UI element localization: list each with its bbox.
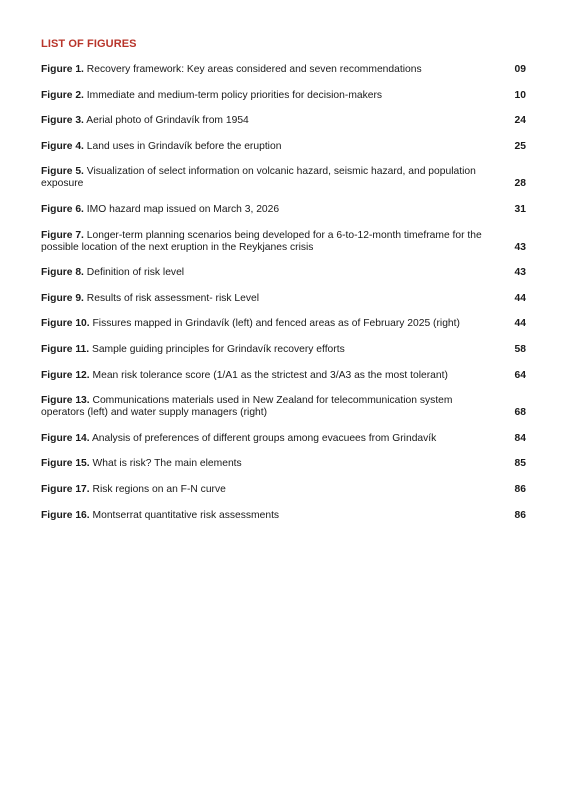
figure-label: Figure 10. — [41, 318, 90, 330]
figure-list — [41, 64, 526, 535]
figure-label: Figure 3. — [41, 115, 84, 127]
figure-entry[interactable] — [41, 433, 526, 445]
figure-page-number: 85 — [514, 458, 526, 470]
figure-title: Sample guiding principles for Grindavík recovery efforts — [91, 343, 345, 355]
figure-page-number: 84 — [514, 432, 526, 444]
figure-label: Figure 11. — [41, 343, 90, 355]
figure-page-number: 28 — [514, 178, 526, 190]
figure-label: Figure 1. — [41, 64, 84, 75]
figure-page-number: 43 — [514, 267, 526, 279]
figure-label: Figure 13. — [41, 395, 90, 407]
figure-entry[interactable] — [41, 510, 526, 522]
figure-entry[interactable] — [41, 64, 526, 76]
figure-label: Figure 9. — [41, 292, 84, 304]
figure-page-number: 44 — [514, 292, 526, 304]
figure-title: Immediate and medium-term policy priorities for decision-makers — [86, 89, 383, 101]
figure-entry[interactable] — [41, 458, 526, 470]
figure-label: Figure 17. — [41, 483, 90, 495]
figure-title: Communications materials used in New Zealand for telecommunication system operators (left) and water supply managers (right) — [41, 395, 453, 419]
figure-title: Mean risk tolerance score (1/A1 as the strictest and 3/A3 as the most tolerant) — [92, 369, 448, 381]
figure-page-number: 43 — [514, 241, 526, 253]
figure-page-number: 25 — [514, 140, 526, 152]
figure-title: Longer-term planning scenarios being developed for a 6-to-12-month timeframe for the possible location of the next eruption in the Reykjanes crisis — [41, 229, 482, 253]
figure-page-number: 64 — [514, 369, 526, 381]
figure-title: Results of risk assessment- risk Level — [86, 292, 260, 304]
figure-entry[interactable] — [41, 484, 526, 496]
figure-entry[interactable] — [41, 115, 526, 127]
figure-entry[interactable] — [41, 267, 526, 279]
figure-label: Figure 4. — [41, 140, 84, 152]
figure-page-number: 31 — [514, 203, 526, 215]
figure-entry[interactable] — [41, 395, 526, 419]
figure-title: Risk regions on an F-N curve — [92, 483, 226, 495]
section-heading: LIST OF FIGURES — [41, 38, 137, 50]
figure-page-number: 44 — [514, 318, 526, 330]
figure-entry[interactable] — [41, 141, 526, 153]
figure-page-number: 86 — [514, 509, 526, 521]
figure-label: Figure 16. — [41, 509, 90, 521]
figure-title: Analysis of preferences of different groups among evacuees from Grindavík — [91, 432, 437, 444]
figure-title: What is risk? The main elements — [92, 458, 242, 470]
figure-entry[interactable] — [41, 293, 526, 305]
figure-page-number: 09 — [514, 64, 526, 75]
figure-label: Figure 2. — [41, 89, 84, 101]
figure-title: Aerial photo of Grindavík from 1954 — [86, 115, 249, 127]
figure-title: Recovery framework: Key areas considered and seven recommendations — [86, 64, 422, 75]
figure-page-number: 86 — [514, 483, 526, 495]
figure-title: Definition of risk level — [86, 267, 185, 279]
figure-entry[interactable] — [41, 230, 526, 254]
figure-label: Figure 12. — [41, 369, 90, 381]
figure-title: Fissures mapped in Grindavík (left) and fenced areas as of February 2025 (right) — [92, 318, 460, 330]
figure-label: Figure 6. — [41, 203, 84, 215]
figure-page-number: 10 — [514, 89, 526, 101]
figure-title: Land uses in Grindavík before the eruption — [86, 140, 282, 152]
figure-entry[interactable] — [41, 318, 526, 330]
figure-title: Visualization of select information on volcanic hazard, seismic hazard, and population exposure — [41, 166, 476, 190]
figure-label: Figure 14. — [41, 432, 90, 444]
figure-entry[interactable] — [41, 204, 526, 216]
figure-label: Figure 15. — [41, 458, 90, 470]
figure-page-number: 58 — [514, 343, 526, 355]
figure-label: Figure 5. — [41, 166, 84, 178]
figure-title: Montserrat quantitative risk assessments — [92, 509, 280, 521]
figure-page-number: 68 — [514, 407, 526, 419]
figure-entry[interactable] — [41, 90, 526, 102]
figure-label: Figure 8. — [41, 267, 84, 279]
figure-entry[interactable] — [41, 370, 526, 382]
figure-title: IMO hazard map issued on March 3, 2026 — [86, 203, 280, 215]
figure-page-number: 24 — [514, 115, 526, 127]
figure-label: Figure 7. — [41, 229, 84, 241]
figure-entry[interactable] — [41, 166, 526, 190]
figure-entry[interactable] — [41, 344, 526, 356]
